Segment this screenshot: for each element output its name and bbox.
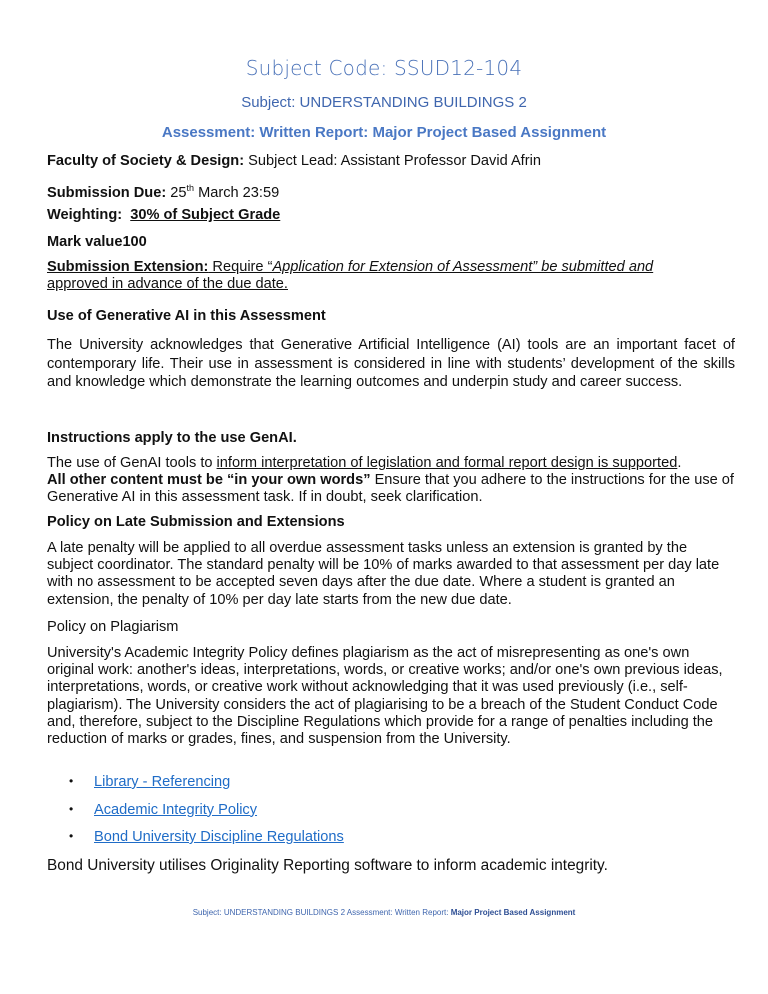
link-discipline-regulations[interactable]: Bond University Discipline Regulations [94, 829, 344, 845]
plagiarism-body: University's Academic Integrity Policy defines plagiarism as the act of misrepresenting as one's own original work: another's ideas, interpretations, words, or creative works; and/or one's own previous ideas, interpretations, words, or creative work without acknowledging that it was used previously (i.e., self-plagiarism). The University considers the act of plagiarising to be a breach of the Student Conduct Code and, therefore, subject to the Discipline Regulations which provide for a range of penalties including the reduction of marks or grades, fines, and suspension from the University. [47, 645, 723, 748]
faculty-label: Faculty of Society & Design: [47, 153, 245, 169]
instructions-own-words: All other content must be “in your own words” [47, 472, 371, 489]
mark-value: Mark value100 [47, 234, 147, 250]
genai-body: The University acknowledges that Generative Artificial Intelligence (AI) tools are an important facet of contemporary life. Their use in assessment is considered in line with students’ development of the skills and knowledge which demonstrate the learning outcomes and underpin study and career success. [47, 337, 735, 391]
extension-require: Require “ [208, 259, 273, 275]
extension-label: Submission Extension: [47, 259, 209, 275]
resource-links-list [47, 774, 344, 857]
weighting-line [47, 206, 735, 224]
subject-title: Subject: UNDERSTANDING BUILDINGS 2 [241, 94, 527, 111]
submission-due-line [47, 179, 735, 202]
assessment-title: Assessment: Written Report: Major Project Based Assignment [161, 124, 607, 141]
bullet-icon: • [69, 774, 74, 788]
due-day: 25 [166, 184, 187, 201]
genai-heading: Use of Generative AI in this Assessment [47, 308, 326, 324]
link-academic-integrity-policy[interactable]: Academic Integrity Policy [94, 801, 258, 818]
submission-extension [47, 259, 735, 293]
footer-bold: Major Project Based Assignment [450, 908, 576, 917]
genai-instructions-body [47, 455, 735, 507]
due-label: Submission Due: [47, 184, 167, 201]
list-item [47, 802, 344, 830]
due-time: March 23:59 [194, 184, 280, 201]
link-library-referencing[interactable]: Library - Referencing [94, 774, 231, 790]
late-policy-heading: Policy on Late Submission and Extensions [47, 514, 345, 530]
extension-form-name: Application for Extension of Assessment” be submitted and [272, 259, 654, 275]
subject-code-title: Subject Code: SSUD12-104 [245, 56, 523, 80]
instructions-supported-use: inform interpretation of legislation and formal report design is supported [216, 455, 678, 471]
due-day-suffix: th [186, 183, 195, 193]
weighting-label: Weighting: [47, 207, 123, 223]
instructions-rest: Ensure that you adhere to the instructions for the use of Generative AI in this assessment task. If in doubt, seek clarification. [47, 472, 734, 506]
bullet-icon: • [69, 829, 74, 843]
faculty-line [47, 152, 735, 170]
list-item [47, 829, 344, 857]
footer-text: Subject: UNDERSTANDING BUILDINGS 2 Assessment: Written Report: [192, 908, 451, 917]
originality-note: Bond University utilises Originality Reporting software to inform academic integrity. [47, 857, 608, 874]
extension-line2: approved in advance of the due date. [47, 276, 288, 292]
instructions-pre: The use of GenAI tools to [47, 455, 217, 471]
bullet-icon: • [69, 801, 74, 816]
instructions-period: . [677, 455, 682, 471]
list-item [47, 774, 344, 802]
late-policy-body: A late penalty will be applied to all overdue assessment tasks unless an extension is granted by the subject coordinator. The standard penalty will be 10% of marks awarded to that assessment per day late with no assessment to be accepted seven days after the due date. Where a student is granted an extension, the penalty of 10% per day late starts from the new due date. [47, 540, 720, 608]
weighting-value: 30% of Subject Grade [130, 207, 281, 223]
genai-instructions-heading: Instructions apply to the use GenAI. [47, 430, 297, 446]
plagiarism-heading: Policy on Plagiarism [47, 619, 179, 635]
faculty-value: Subject Lead: Assistant Professor David Afrin [244, 153, 541, 169]
page-footer [0, 908, 768, 917]
